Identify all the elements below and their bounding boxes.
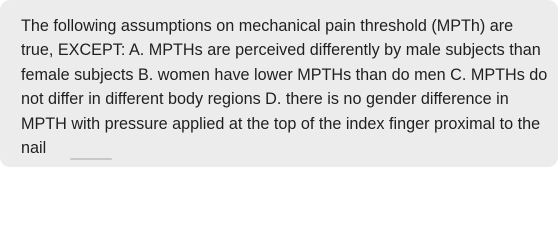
underline-mark (70, 158, 112, 160)
question-text: The following assumptions on mechanical pain threshold (MPTh) are true, EXCEPT: A. MPTHs are perceived differently by male subjects than female subjects B. women have lower MPTHs than do men C. MPTHs do not differ in different body regions D. there is no gender difference in MPTH with pressure applied at the top of the index finger proximal to the nail (21, 17, 548, 158)
